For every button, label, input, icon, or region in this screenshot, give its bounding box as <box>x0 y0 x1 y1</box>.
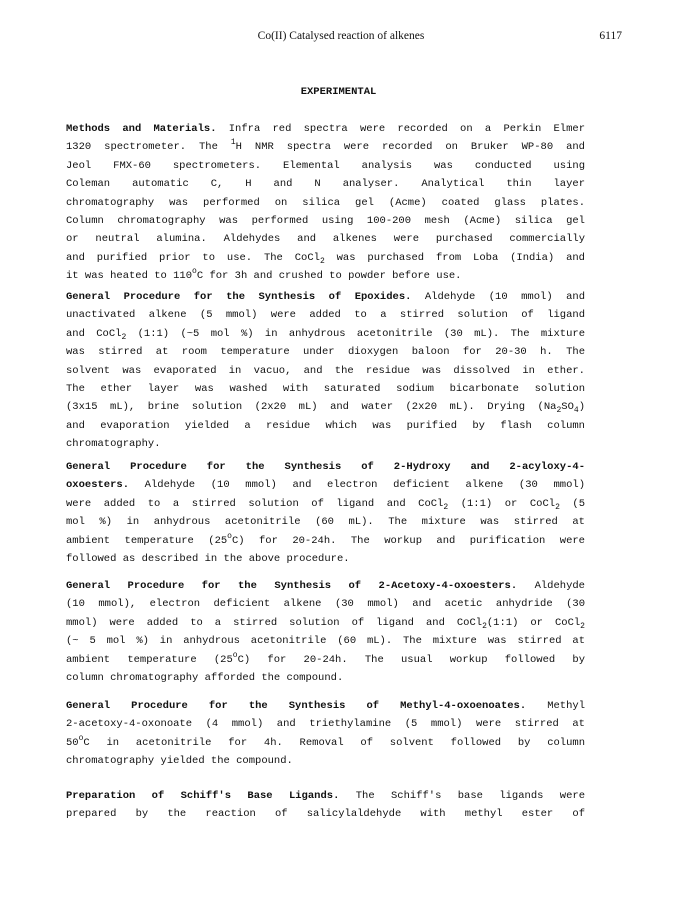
text-line <box>66 651 585 669</box>
text-run: (3x15 mL), brine solution (2x20 mL) and water (2x20 mL). Drying (Na <box>66 401 557 414</box>
text-run: were added to a stirred solution of ligand and CoCl <box>66 497 444 510</box>
text-run: H NMR spectra were recorded on Bruker WP-80 and <box>235 141 585 154</box>
text-line <box>66 734 585 752</box>
superscript: o <box>192 267 197 277</box>
text-run: 1320 spectrometer. The <box>66 141 231 154</box>
text-run: The Schiff's base ligands were <box>339 790 585 802</box>
text-run: Methyl <box>526 700 585 712</box>
text-line: chromatography. <box>66 438 161 451</box>
running-head <box>60 30 622 46</box>
paragraph-epoxides <box>66 288 585 454</box>
text-line: Coleman automatic C, H and N analyser. Analytical thin layer <box>66 178 585 191</box>
text-line: or neutral alumina. Aldehydes and alkenes were purchased commercially <box>66 233 585 246</box>
text-run: it was heated to 110 <box>66 270 193 283</box>
subscript: 2 <box>555 502 560 512</box>
run-heading: oxoesters. <box>66 479 130 492</box>
subscript: 2 <box>443 502 449 512</box>
text-line <box>66 398 585 416</box>
text-run: C for 3h and crushed to powder before use. <box>196 270 462 283</box>
text-run: SO <box>561 401 574 414</box>
text-line: was stirred at room temperature under dioxygen baloon for 20-30 h. The <box>66 346 585 359</box>
text-run: and CoCl <box>66 327 122 340</box>
superscript: 1 <box>230 138 236 148</box>
text-run: (5 <box>559 497 586 510</box>
text-run: C) for 20-24h. The usual workup followed by <box>237 653 585 666</box>
run-heading: Preparation of Schiff's Base Ligands. <box>66 790 340 802</box>
text-run: Aldehyde (10 mmol) and electron deficient alkene (30 mmol) <box>129 479 585 492</box>
run-heading: General Procedure for the Synthesis of Methyl-4-oxoenoates. <box>66 700 527 712</box>
subscript: 2 <box>482 621 487 631</box>
subscript: 2 <box>319 256 325 266</box>
text-line: The ether layer was washed with saturated sodium bicarbonate solution <box>66 382 585 395</box>
text-line <box>66 697 585 715</box>
text-line: unactivated alkene (5 mmol) were added to a stirred solution of ligand <box>66 309 585 322</box>
run-heading: General Procedure for the Synthesis of Epoxides. <box>66 291 412 303</box>
text-run: C) for 20-24h. The workup and purification were <box>231 534 585 547</box>
text-line <box>66 614 585 632</box>
text-run: was purchased from Loba (India) and <box>324 251 585 264</box>
text-line: Jeol FMX-60 spectrometers. Elemental analysis was conducted using <box>66 159 585 172</box>
text-line <box>66 288 585 306</box>
text-line <box>66 120 585 138</box>
text-run: Infra red spectra were recorded on a Perkin Elmer <box>216 123 585 135</box>
text-run: ambient temperature (25 <box>66 653 233 666</box>
run-heading: General Procedure for the Synthesis of 2-Acetoxy-4-oxoesters. <box>66 580 518 592</box>
text-line <box>66 495 585 513</box>
text-line: (~ 5 mol %) in anhydrous acetonitrile (60 mL). The mixture was stirred at <box>66 635 585 648</box>
run-heading: Methods and Materials. <box>66 123 217 135</box>
subscript: 4 <box>573 406 579 416</box>
paragraph-hydroxy-acyloxy-oxoesters <box>66 458 585 568</box>
text-line: 2-acetoxy-4-oxonoate (4 mmol) and triethylamine (5 mmol) were stirred at <box>66 718 585 731</box>
text-line: chromatography yielded the compound. <box>66 755 293 768</box>
text-line <box>66 267 585 285</box>
text-run: mmol) were added to a stirred solution of ligand and CoCl <box>66 616 483 629</box>
text-line <box>66 787 585 805</box>
text-run: (1:1) or CoCl <box>486 616 581 629</box>
text-line: (10 mmol), electron deficient alkene (30 mmol) and acetic anhydride (30 <box>66 598 585 611</box>
text-run: Aldehyde (10 mmol) and <box>411 291 585 303</box>
text-line: solvent was evaporated in vacuo, and the residue was dissolved in ether. <box>66 364 585 377</box>
text-line: mol %) in anhydrous acetonitrile (60 mL). The mixture was stirred at <box>66 516 585 529</box>
text-run: ) <box>578 401 585 414</box>
text-run: Aldehyde <box>517 580 585 592</box>
superscript: o <box>78 733 84 743</box>
text-line <box>66 577 585 595</box>
subscript: 2 <box>580 621 585 631</box>
text-run: (1:1) (~5 mol %) in anhydrous acetonitrile (30 mL). The mixture <box>126 327 585 340</box>
subscript: 2 <box>556 406 562 416</box>
subscript: 2 <box>121 332 127 342</box>
text-run: ambient temperature (25 <box>66 534 228 547</box>
text-line: column chromatography afforded the compound. <box>66 671 344 684</box>
text-line: and evaporation yielded a residue which was purified by flash column <box>66 419 585 432</box>
text-run: C in acetonitrile for 4h. Removal of solvent followed by column <box>83 736 585 749</box>
text-line-heading: General Procedure for the Synthesis of 2-Hydroxy and 2-acyloxy-4- <box>66 461 585 473</box>
text-run: (1:1) or CoCl <box>448 497 556 510</box>
text-line <box>66 532 585 550</box>
text-run: and purified prior to use. The CoCl <box>66 251 320 264</box>
text-line <box>66 138 585 156</box>
running-title: Co(II) Catalysed reaction of alkenes <box>257 30 425 42</box>
superscript: o <box>232 650 238 660</box>
text-line: chromatography was performed on silica gel (Acme) coated glass plates. <box>66 196 585 209</box>
page-number: 6117 <box>599 30 622 42</box>
text-line: prepared by the reaction of salicylaldehyde with methyl ester of <box>66 808 585 821</box>
superscript: o <box>227 531 232 541</box>
paragraph-methyl-oxoenoates <box>66 697 585 771</box>
text-line <box>66 476 585 494</box>
text-line: followed as described in the above procedure. <box>66 552 350 565</box>
paragraph-schiff-base-ligands <box>66 787 585 824</box>
text-line <box>66 325 585 343</box>
text-line: Column chromatography was performed using 100-200 mesh (Acme) silica gel <box>66 214 585 227</box>
text-line <box>66 249 585 267</box>
text-run: 50 <box>66 736 79 749</box>
paragraph-methods-and-materials <box>66 120 585 286</box>
paragraph-acetoxy-oxoesters <box>66 577 585 687</box>
section-heading: EXPERIMENTAL <box>300 86 377 98</box>
